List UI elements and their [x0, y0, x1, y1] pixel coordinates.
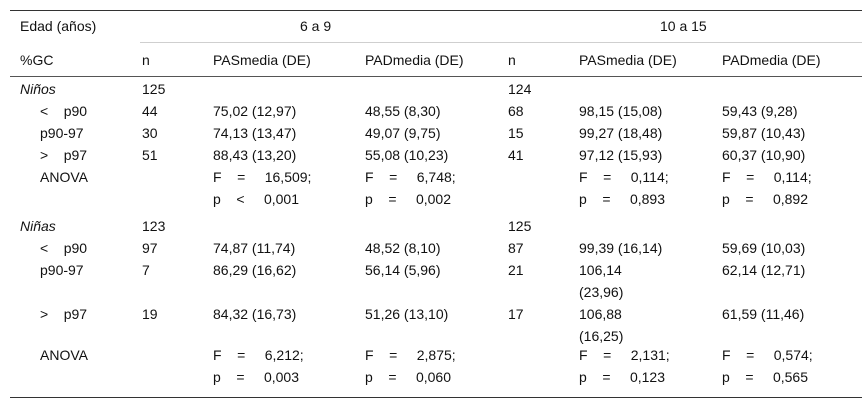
- table-cell: 97: [142, 240, 158, 256]
- table-cell: 97,12 (15,93): [579, 147, 663, 163]
- group-header-rule: [140, 42, 862, 43]
- row-label: > p97: [40, 147, 88, 163]
- edad-label: Edad (años): [20, 18, 97, 34]
- table-cell: 68: [508, 103, 524, 119]
- table-bottom-rule: [10, 397, 862, 398]
- table-cell: 15: [508, 125, 524, 141]
- table-cell: 88,43 (13,20): [213, 147, 297, 163]
- table-cell: 74,13 (13,47): [213, 125, 297, 141]
- row-label: p90-97: [40, 125, 84, 141]
- table-cell: F = 2,875; p = 0,060: [365, 347, 456, 385]
- col-pad-1: PADmedia (DE): [365, 52, 464, 68]
- gc-label: %GC: [20, 52, 54, 68]
- row-label: p90-97: [40, 262, 84, 278]
- row-label: > p97: [40, 306, 88, 322]
- table-cell: 59,43 (9,28): [722, 103, 798, 119]
- table-cell: 62,14 (12,71): [722, 262, 806, 278]
- table-cell: 51,26 (13,10): [365, 306, 449, 322]
- table-cell: 48,52 (8,10): [365, 240, 441, 256]
- group-10-15-label: 10 a 15: [660, 18, 707, 34]
- col-n-2: n: [508, 52, 516, 68]
- table-cell: 98,15 (15,08): [579, 103, 663, 119]
- table-cell: 86,29 (16,62): [213, 262, 297, 278]
- table-cell: 60,37 (10,90): [722, 147, 806, 163]
- table-cell: 106,14 (23,96): [579, 262, 624, 300]
- table-cell: 17: [508, 306, 524, 322]
- table-cell: 87: [508, 240, 524, 256]
- table-cell: F = 2,131; p = 0,123: [579, 347, 670, 385]
- col-pas-2: PASmedia (DE): [579, 52, 677, 68]
- table-cell: 48,55 (8,30): [365, 103, 441, 119]
- table-cell: 124: [508, 81, 532, 97]
- row-label: < p90: [40, 240, 88, 256]
- table-cell: 30: [142, 125, 158, 141]
- table-cell: 84,32 (16,73): [213, 306, 297, 322]
- table-cell: 59,69 (10,03): [722, 240, 806, 256]
- table-cell: 99,39 (16,14): [579, 240, 663, 256]
- table-cell: 106,88 (16,25): [579, 306, 624, 344]
- col-pad-2: PADmedia (DE): [722, 52, 821, 68]
- table-cell: F = 0,114; p = 0,893: [579, 169, 669, 207]
- table-cell: 49,07 (9,75): [365, 125, 441, 141]
- header-bottom-rule: [10, 76, 862, 77]
- table-cell: 59,87 (10,43): [722, 125, 806, 141]
- table-cell: 123: [142, 218, 166, 234]
- table-cell: 75,02 (12,97): [213, 103, 297, 119]
- table-cell: 7: [142, 262, 150, 278]
- table-cell: 55,08 (10,23): [365, 147, 449, 163]
- table-cell: F = 6,748; p = 0,002: [365, 169, 456, 207]
- table-cell: 19: [142, 306, 158, 322]
- table-cell: 51: [142, 147, 158, 163]
- table-top-rule: [10, 10, 862, 11]
- row-label: ANOVA: [40, 347, 88, 363]
- table-cell: F = 0,114; p = 0,892: [722, 169, 812, 207]
- table-cell: 125: [142, 81, 166, 97]
- results-table: [10, 10, 862, 398]
- group-label: Niñas: [20, 218, 56, 234]
- table-cell: 56,14 (5,96): [365, 262, 441, 278]
- group-6-9-label: 6 a 9: [300, 18, 332, 34]
- row-label: < p90: [40, 103, 88, 119]
- table-cell: F = 0,574; p = 0,565: [722, 347, 813, 385]
- table-cell: 125: [508, 218, 532, 234]
- col-n-1: n: [142, 52, 150, 68]
- table-cell: 99,27 (18,48): [579, 125, 663, 141]
- col-pas-1: PASmedia (DE): [213, 52, 311, 68]
- table-cell: F = 6,212; p = 0,003: [213, 347, 304, 385]
- row-label: ANOVA: [40, 169, 88, 185]
- group-label: Niños: [20, 81, 56, 97]
- table-cell: 44: [142, 103, 158, 119]
- table-cell: 61,59 (11,46): [722, 306, 805, 322]
- table-cell: 21: [508, 262, 524, 278]
- table-cell: 41: [508, 147, 524, 163]
- table-cell: 74,87 (11,74): [213, 240, 296, 256]
- table-cell: F = 16,509; p < 0,001: [213, 169, 312, 207]
